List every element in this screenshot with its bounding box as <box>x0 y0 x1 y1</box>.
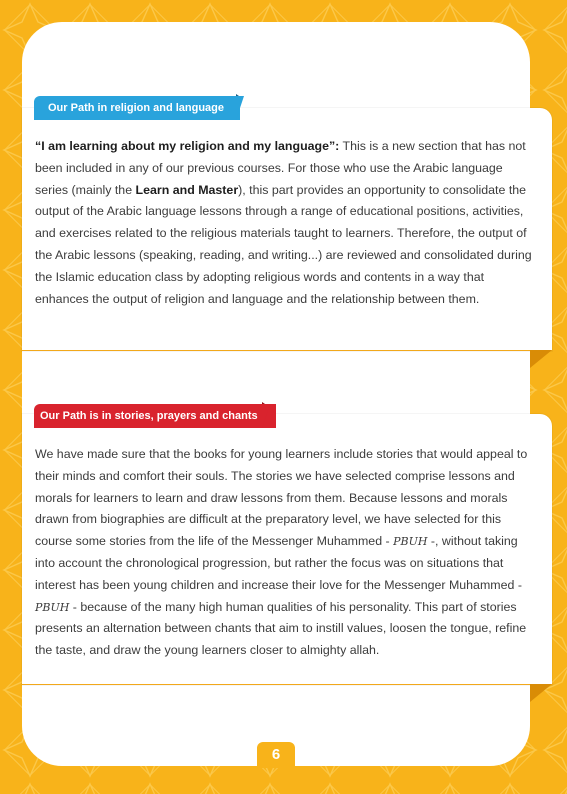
section-stories-text-part1: We have made sure that the books for young learners include stories that would appeal to their minds and comfort their souls. The stories we have selected comprise lessons and morals for learners to learn and draw lessons from them. Because lessons and morals drawn from biographies are difficult at the preparatory level, we have selected for this course some stories from the life of the Messenger Muhammed - <box>35 447 528 549</box>
pbuh-mark: PBUH <box>35 600 70 614</box>
section-stories-text-part2: -, without taking into account the chronological progression, but rather the focus was on situations that interest has been young children and increase their love for the Messenger Muhammed - <box>35 534 522 592</box>
pbuh-mark: PBUH <box>393 535 428 549</box>
section-religion-text <box>35 136 535 310</box>
section-religion-tab <box>34 96 240 120</box>
section-stories-tab <box>34 404 276 428</box>
section-stories-text-part3: - because of the many high human qualities of his personality. This part of stories presents an alternation between chants that aim to instill values, loosen the tongue, refine the taste, and draw the young learners closer to almighty allah. <box>35 599 527 658</box>
tab-tail <box>236 96 244 120</box>
section-stories-text <box>35 444 535 662</box>
section-religion-text-part1: This is a new section that has not been included in any of our previous courses. For those who use the Arabic language series (mainly the <box>35 139 526 197</box>
section-stories-tab-label: Our Path is in stories, prayers and chants <box>40 410 258 422</box>
panel-fold-corner <box>530 350 552 368</box>
section-religion-quote: “I am learning about my religion and my language”: <box>35 139 340 153</box>
series-name: Learn and Master <box>135 182 239 197</box>
panel-fold-corner <box>530 684 552 702</box>
tab-tail <box>262 404 270 428</box>
page-number: 6 <box>257 742 295 768</box>
section-religion-tab-label: Our Path in religion and language <box>48 102 225 114</box>
section-religion-text-part2: ), this part provides an opportunity to consolidate the output of the Arabic language lessons through a range of educational positions, activities, and exercises related to the religious materials taught to learners. Therefore, the output of the Arabic lessons (speaking, reading, and writing...) are reviewed and consolidated during the Islamic education class by adopting religious words and contents in a way that enhances the output of religion and language and the relationship between them. <box>35 182 532 306</box>
